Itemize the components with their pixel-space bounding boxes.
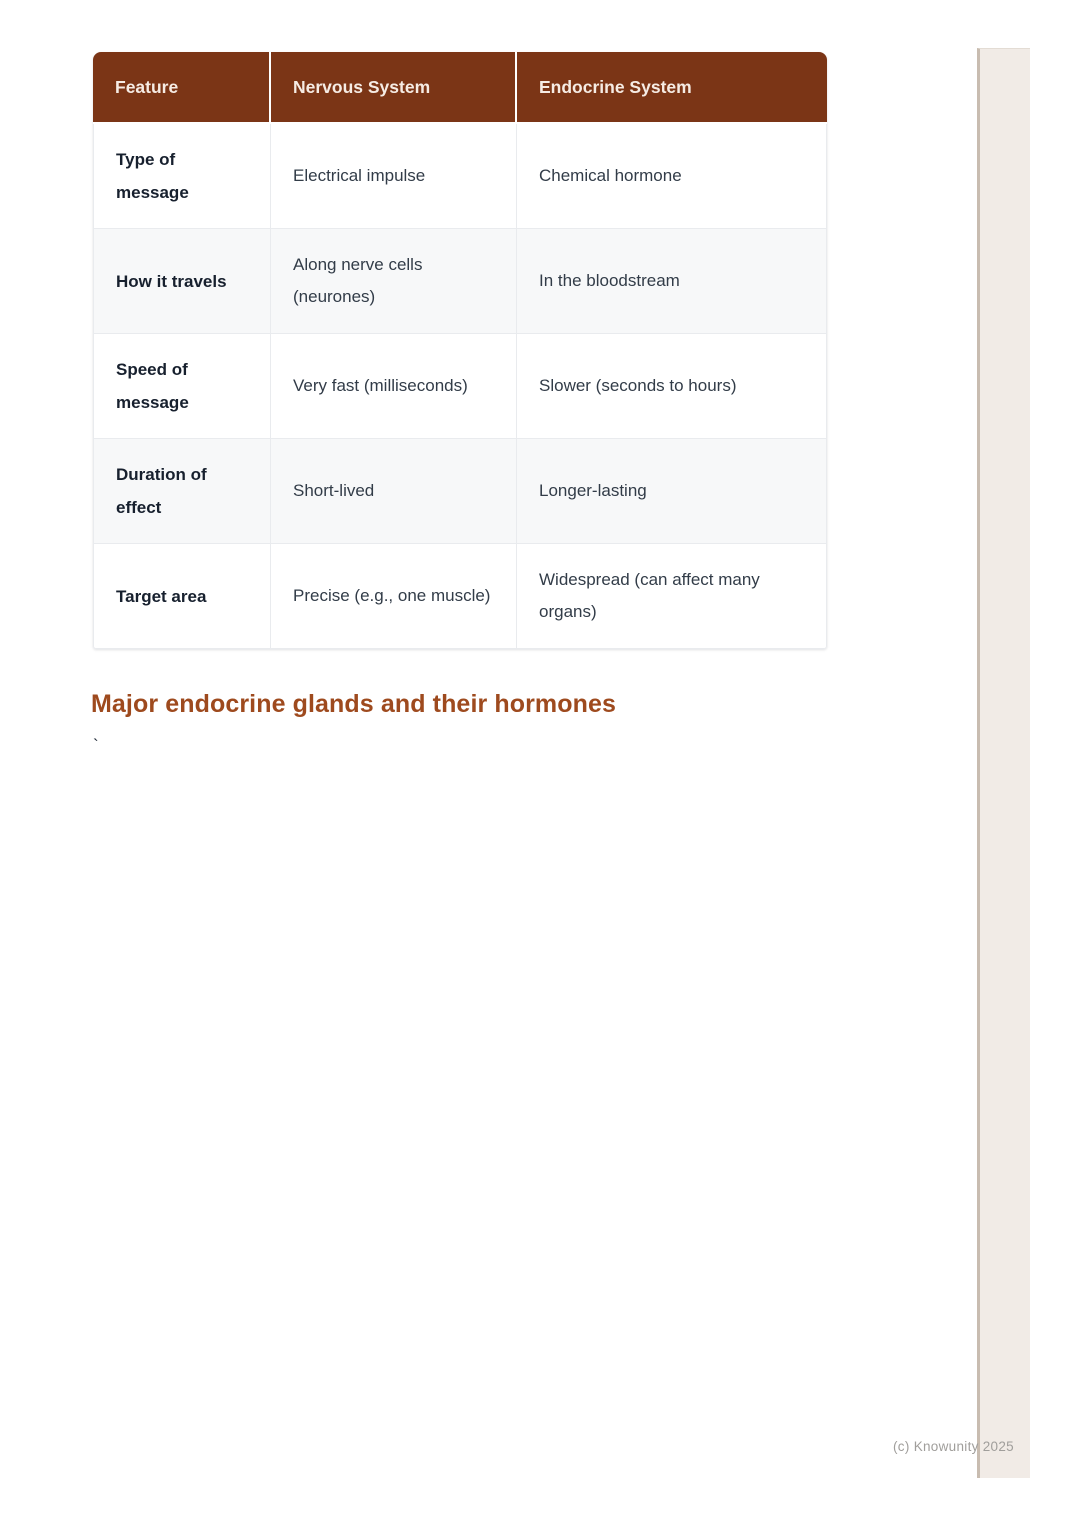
table-row [93,229,827,334]
table-header [93,52,827,124]
comparison-table [93,52,827,649]
table-cell-feature: Duration of effect [93,439,271,544]
table-row [93,124,827,229]
table-header-cell-nervous-system: Nervous System [271,52,517,124]
table-cell-nervous: Very fast (milliseconds) [271,334,517,439]
table-cell-nervous: Electrical impulse [271,124,517,229]
comparison-table-container [93,52,827,649]
table-row [93,544,827,649]
table-row [93,334,827,439]
table-cell-feature: Target area [93,544,271,649]
table-cell-nervous: Along nerve cells (neurones) [271,229,517,334]
table-cell-feature: How it travels [93,229,271,334]
table-header-cell-endocrine-system: Endocrine System [517,52,827,124]
table-cell-feature: Speed of message [93,334,271,439]
table-cell-endocrine: In the bloodstream [517,229,827,334]
stray-backtick: ` [93,736,99,755]
table-cell-nervous: Short-lived [271,439,517,544]
table-cell-endocrine: Longer-lasting [517,439,827,544]
table-row [93,439,827,544]
table-cell-endocrine: Slower (seconds to hours) [517,334,827,439]
table-cell-endocrine: Widespread (can affect many organs) [517,544,827,649]
page-edge-panel [977,48,1030,1478]
table-cell-feature: Type of message [93,124,271,229]
table-body [93,124,827,649]
table-cell-nervous: Precise (e.g., one muscle) [271,544,517,649]
copyright-watermark: (c) Knowunity 2025 [893,1439,1014,1454]
table-header-row [93,52,827,124]
section-heading: Major endocrine glands and their hormones [91,690,617,718]
table-header-cell-feature: Feature [93,52,271,124]
table-cell-endocrine: Chemical hormone [517,124,827,229]
